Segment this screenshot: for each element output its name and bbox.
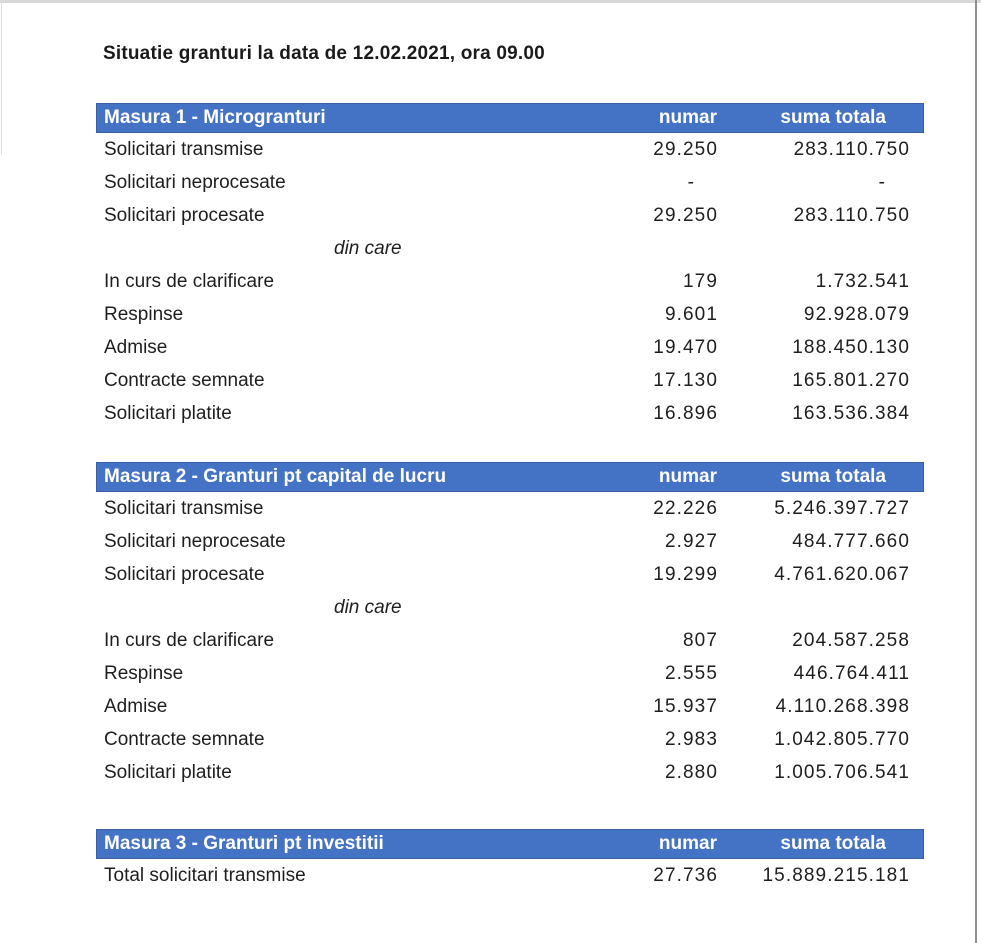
table-row bbox=[96, 166, 924, 199]
row-label: Solicitari procesate bbox=[104, 563, 265, 585]
cell-suma-totala: 1.005.706.541 bbox=[774, 761, 910, 783]
row-label-din-care: din care bbox=[334, 237, 402, 259]
table-row bbox=[96, 298, 924, 331]
column-header-numar: numar bbox=[658, 107, 717, 128]
cell-suma-totala: 15.889.215.181 bbox=[762, 864, 910, 886]
cell-suma-totala: 283.110.750 bbox=[793, 204, 910, 226]
table-row bbox=[96, 133, 924, 166]
column-header-suma-totala: suma totala bbox=[780, 833, 886, 854]
cell-suma-totala: 163.536.384 bbox=[792, 402, 910, 424]
cell-numar: 2.880 bbox=[664, 761, 718, 783]
column-header-numar: numar bbox=[658, 833, 717, 854]
cell-numar: 16.896 bbox=[653, 402, 718, 424]
column-header-suma-totala: suma totala bbox=[780, 466, 886, 487]
cell-numar: 9.601 bbox=[664, 303, 718, 325]
table-title: Masura 2 - Granturi pt capital de lucru bbox=[104, 466, 447, 487]
page-title: Situatie granturi la data de 12.02.2021, ora 09.00 bbox=[103, 43, 545, 64]
cell-suma-totala: 1.732.541 bbox=[815, 270, 910, 292]
cell-suma-totala: - bbox=[878, 171, 885, 193]
cell-numar: 179 bbox=[682, 270, 718, 292]
cell-numar: 15.937 bbox=[653, 695, 718, 717]
cell-numar: 27.736 bbox=[653, 864, 718, 886]
table-row bbox=[96, 591, 924, 624]
table-row bbox=[96, 558, 924, 591]
row-label: Solicitari transmise bbox=[104, 497, 264, 519]
table-row bbox=[96, 525, 924, 558]
table-masura-2 bbox=[96, 462, 924, 789]
grant-tables bbox=[96, 103, 924, 892]
table-row bbox=[96, 199, 924, 232]
cell-suma-totala: 204.587.258 bbox=[792, 629, 910, 651]
row-label: Solicitari procesate bbox=[104, 204, 265, 226]
row-label: Solicitari transmise bbox=[104, 138, 264, 160]
table-title: Masura 1 - Microgranturi bbox=[104, 107, 326, 128]
row-label: Admise bbox=[104, 336, 168, 358]
page-left-edge bbox=[1, 0, 2, 155]
cell-suma-totala: 5.246.397.727 bbox=[774, 497, 910, 519]
row-label: Contracte semnate bbox=[104, 728, 265, 750]
row-label: Contracte semnate bbox=[104, 369, 265, 391]
table-row bbox=[96, 723, 924, 756]
row-label: Solicitari neprocesate bbox=[104, 171, 286, 193]
column-header-numar: numar bbox=[658, 466, 717, 487]
row-label: Solicitari neprocesate bbox=[104, 530, 286, 552]
cell-suma-totala: 1.042.805.770 bbox=[774, 728, 910, 750]
cell-suma-totala: 165.801.270 bbox=[792, 369, 910, 391]
cell-numar: 2.555 bbox=[664, 662, 718, 684]
table-header-bar bbox=[96, 462, 924, 492]
row-label: Respinse bbox=[104, 662, 184, 684]
cell-numar: 29.250 bbox=[653, 138, 718, 160]
row-label: Total solicitari transmise bbox=[104, 864, 306, 886]
cell-numar: 2.983 bbox=[664, 728, 718, 750]
table-row bbox=[96, 756, 924, 789]
cell-numar: 17.130 bbox=[653, 369, 718, 391]
page-right-edge bbox=[975, 0, 977, 943]
table-title: Masura 3 - Granturi pt investitii bbox=[104, 833, 384, 854]
cell-suma-totala: 283.110.750 bbox=[793, 138, 910, 160]
row-label: Solicitari platite bbox=[104, 402, 232, 424]
row-label: In curs de clarificare bbox=[104, 629, 275, 651]
cell-numar: 29.250 bbox=[653, 204, 718, 226]
column-header-suma-totala: suma totala bbox=[780, 107, 886, 128]
table-row bbox=[96, 232, 924, 265]
cell-suma-totala: 4.110.268.398 bbox=[775, 695, 910, 717]
table-row bbox=[96, 657, 924, 690]
table-masura-3 bbox=[96, 829, 924, 892]
table-row bbox=[96, 492, 924, 525]
table-row bbox=[96, 859, 924, 892]
table-header-bar bbox=[96, 829, 924, 859]
table-row bbox=[96, 265, 924, 298]
table-row bbox=[96, 364, 924, 397]
table-row bbox=[96, 624, 924, 657]
row-label: In curs de clarificare bbox=[104, 270, 275, 292]
table-row bbox=[96, 397, 924, 430]
cell-numar: 2.927 bbox=[664, 530, 718, 552]
row-label: Admise bbox=[104, 695, 168, 717]
cell-numar: - bbox=[687, 171, 694, 193]
table-header-bar bbox=[96, 103, 924, 133]
cell-suma-totala: 446.764.411 bbox=[793, 662, 910, 684]
cell-suma-totala: 188.450.130 bbox=[792, 336, 910, 358]
cell-numar: 807 bbox=[682, 629, 718, 651]
cell-suma-totala: 4.761.620.067 bbox=[774, 563, 910, 585]
row-label-din-care: din care bbox=[334, 596, 402, 618]
table-row bbox=[96, 690, 924, 723]
cell-suma-totala: 92.928.079 bbox=[803, 303, 910, 325]
table-masura-1 bbox=[96, 103, 924, 430]
row-label: Solicitari platite bbox=[104, 761, 232, 783]
cell-numar: 19.470 bbox=[653, 336, 718, 358]
table-row bbox=[96, 331, 924, 364]
row-label: Respinse bbox=[104, 303, 184, 325]
page-top-edge bbox=[0, 0, 981, 3]
cell-numar: 19.299 bbox=[653, 563, 718, 585]
cell-numar: 22.226 bbox=[653, 497, 718, 519]
cell-suma-totala: 484.777.660 bbox=[792, 530, 910, 552]
